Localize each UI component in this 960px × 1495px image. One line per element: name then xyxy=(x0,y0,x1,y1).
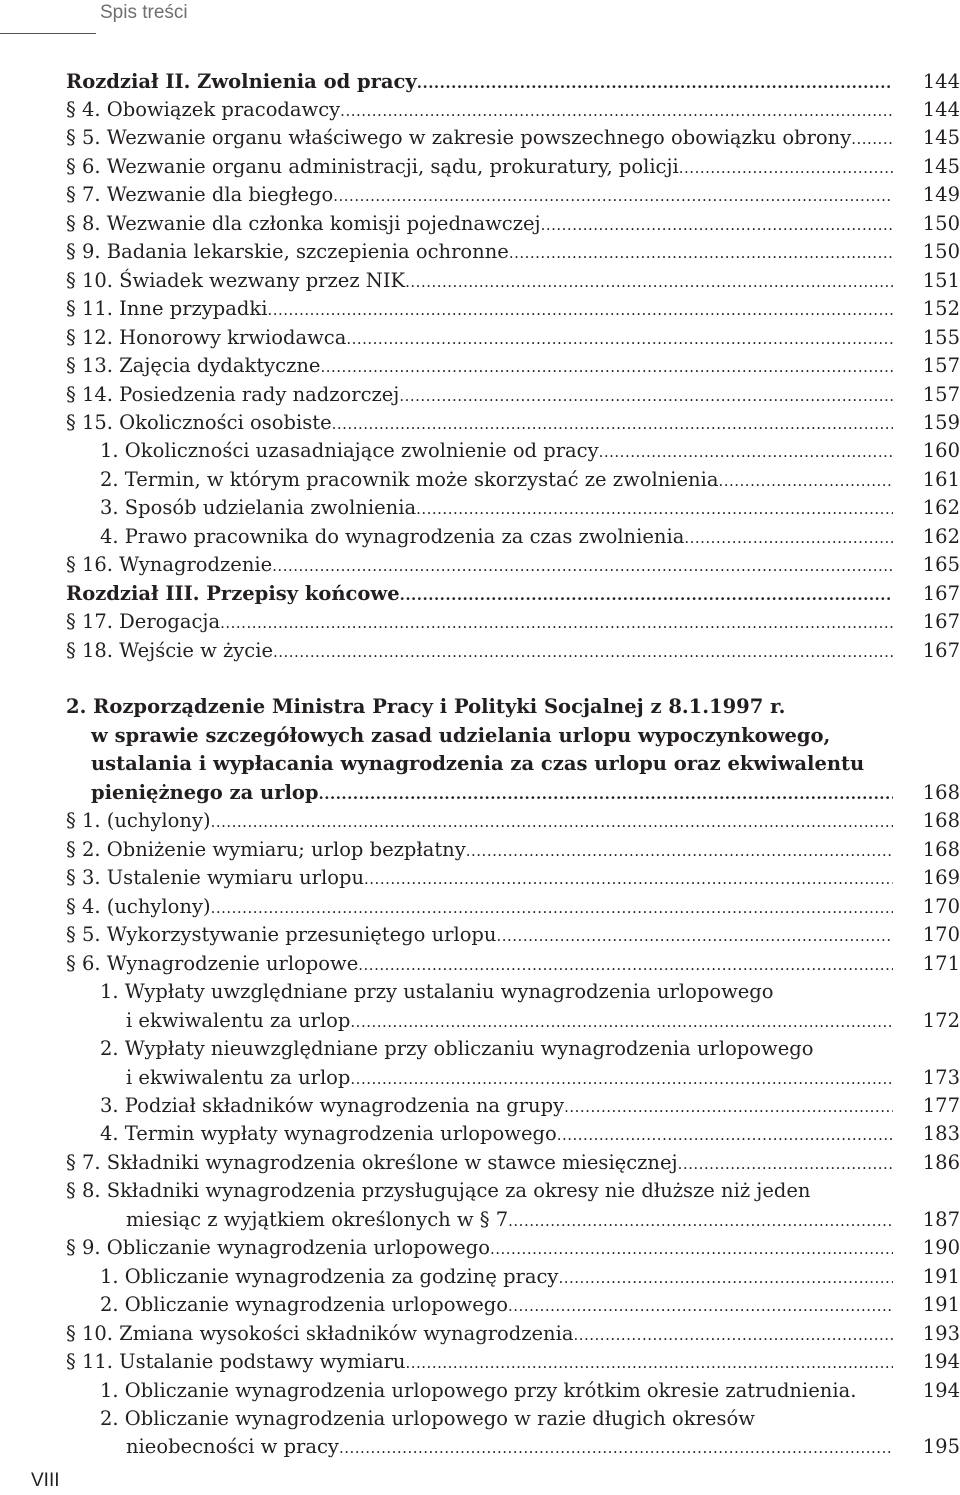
dot-leader xyxy=(558,1263,893,1291)
toc-entry-title: § 6. Wezwanie organu administracji, sądu, prokuratury, policji xyxy=(66,155,679,178)
dot-leader xyxy=(599,437,893,465)
toc-entry xyxy=(91,722,893,750)
toc-entry-title: § 5. Wykorzystywanie przesuniętego urlopu xyxy=(66,923,497,946)
toc-entry-title: § 10. Świadek wezwany przez NIK xyxy=(66,269,406,292)
dot-leader xyxy=(340,96,893,124)
toc-entry xyxy=(126,1007,893,1035)
toc-entry xyxy=(100,494,893,522)
toc-entry-page: 162 xyxy=(922,525,960,548)
toc-entry xyxy=(66,807,893,835)
toc-entry-title: § 7. Wezwanie dla biegłego xyxy=(66,183,334,206)
dot-leader xyxy=(496,921,893,949)
toc-entry-page: 172 xyxy=(922,1009,960,1032)
toc-entry-title: 1. Obliczanie wynagrodzenia za godzinę pracy xyxy=(100,1265,559,1288)
toc-entry xyxy=(66,68,893,96)
dot-leader xyxy=(508,1206,893,1234)
toc-entry-page: 168 xyxy=(922,781,960,804)
toc-entry xyxy=(100,1405,893,1433)
toc-entry-page: 170 xyxy=(922,895,960,918)
dot-leader xyxy=(399,381,893,409)
toc-entry-title: 3. Sposób udzielania zwolnienia xyxy=(100,496,417,519)
dot-leader xyxy=(405,1348,893,1376)
toc-entry-page: 167 xyxy=(922,639,960,662)
dot-leader xyxy=(679,153,893,181)
dot-leader xyxy=(557,1120,893,1148)
toc-entry-page: 187 xyxy=(922,1208,960,1231)
toc-entry-title: § 17. Derogacja xyxy=(66,610,221,633)
dot-leader xyxy=(508,1291,893,1319)
toc-entry-page: 168 xyxy=(922,809,960,832)
toc-entry xyxy=(66,96,893,124)
toc-entry-title: 1. Obliczanie wynagrodzenia urlopowego przy krótkim okresie zatrudnienia. xyxy=(100,1379,857,1402)
dot-leader xyxy=(851,124,893,152)
toc-entry-page: 167 xyxy=(922,610,960,633)
toc-entry xyxy=(66,1177,893,1205)
toc-entry xyxy=(100,1377,893,1405)
toc-entry-page: 193 xyxy=(922,1322,960,1345)
toc-entry xyxy=(66,921,893,949)
dot-leader xyxy=(272,551,893,579)
toc-entry-title: i ekwiwalentu za urlop xyxy=(126,1066,351,1089)
toc-entry-title: 4. Termin wypłaty wynagrodzenia urlopowego xyxy=(100,1122,557,1145)
toc-entry-page: 191 xyxy=(922,1293,960,1316)
toc-entry-page: 167 xyxy=(922,582,960,605)
dot-leader xyxy=(332,409,893,437)
toc-entry xyxy=(91,750,893,778)
toc-entry xyxy=(66,409,893,437)
toc-entry xyxy=(66,836,893,864)
dot-leader xyxy=(417,68,893,96)
toc-entry xyxy=(126,1064,893,1092)
dot-leader xyxy=(350,1007,893,1035)
dot-leader xyxy=(220,608,893,636)
toc-entry-title: § 2. Obniżenie wymiaru; urlop bezpłatny xyxy=(66,838,466,861)
toc-entry xyxy=(66,551,893,579)
toc-entry-title: 2. Obliczanie wynagrodzenia urlopowego w razie długich okresów xyxy=(100,1407,755,1430)
toc-entry-page: 157 xyxy=(922,383,960,406)
toc-entry xyxy=(66,637,893,665)
toc-entry-title: 1. Wypłaty uwzględniane przy ustalaniu wynagrodzenia urlopowego xyxy=(100,980,774,1003)
toc-entry xyxy=(66,1234,893,1262)
dot-leader xyxy=(400,580,893,608)
toc-entry-page: 144 xyxy=(922,70,960,93)
toc-entry-page: 161 xyxy=(922,468,960,491)
toc-entry xyxy=(66,580,893,608)
dot-leader xyxy=(350,1064,893,1092)
toc-entry-title: 2. Wypłaty nieuwzględniane przy obliczaniu wynagrodzenia urlopowego xyxy=(100,1037,814,1060)
toc-entry-title: 1. Okoliczności uzasadniające zwolnienie od pracy xyxy=(100,439,599,462)
toc-entry xyxy=(66,267,893,295)
dot-leader xyxy=(416,494,893,522)
toc-entry xyxy=(66,893,893,921)
toc-entry xyxy=(100,978,893,1006)
toc-entry-page: 173 xyxy=(922,1066,960,1089)
dot-leader xyxy=(678,1149,893,1177)
toc-entry xyxy=(66,124,893,152)
toc-entry-page: 186 xyxy=(922,1151,960,1174)
dot-leader xyxy=(320,352,893,380)
toc-entry-page: 155 xyxy=(922,326,960,349)
toc-entry-page: 157 xyxy=(922,354,960,377)
dot-leader xyxy=(267,295,893,323)
toc-entry-page: 149 xyxy=(922,183,960,206)
toc-entry-page: 194 xyxy=(922,1350,960,1373)
toc-entry-title: 2. Termin, w którym pracownik może skorzystać ze zwolnienia xyxy=(100,468,719,491)
toc-entry-page: 194 xyxy=(922,1379,960,1402)
dot-leader xyxy=(339,1433,893,1461)
toc-entry xyxy=(66,381,893,409)
dot-leader xyxy=(358,950,893,978)
toc-entry-title: w sprawie szczegółowych zasad udzielania urlopu wypoczynkowego, xyxy=(91,724,831,747)
toc-entry-page: 145 xyxy=(922,126,960,149)
dot-leader xyxy=(211,893,893,921)
dot-leader xyxy=(466,836,893,864)
toc-entry xyxy=(100,1263,893,1291)
toc-entry-title: § 16. Wynagrodzenie xyxy=(66,553,273,576)
dot-leader xyxy=(564,1092,893,1120)
dot-leader xyxy=(346,324,893,352)
toc-entry-page: 170 xyxy=(922,923,960,946)
dot-leader xyxy=(333,181,893,209)
toc-entry xyxy=(126,1433,893,1461)
dot-leader xyxy=(490,1234,893,1262)
toc-entry-page: 177 xyxy=(922,1094,960,1117)
toc-entry-page: 150 xyxy=(922,240,960,263)
toc-entry-title: 2. Obliczanie wynagrodzenia urlopowego xyxy=(100,1293,508,1316)
toc-entry xyxy=(100,523,893,551)
toc-entry xyxy=(91,779,893,807)
dot-leader xyxy=(573,1320,893,1348)
toc-entry xyxy=(66,1320,893,1348)
toc-entry-page: 144 xyxy=(922,98,960,121)
toc-entry-title: Rozdział III. Przepisy końcowe xyxy=(66,582,400,605)
toc-entry xyxy=(66,352,893,380)
toc-entry-page: 168 xyxy=(922,838,960,861)
toc-entry xyxy=(66,950,893,978)
toc-entry-title: § 11. Inne przypadki xyxy=(66,297,268,320)
toc-entry-page: 145 xyxy=(922,155,960,178)
toc-entry xyxy=(66,608,893,636)
toc-entry xyxy=(100,466,893,494)
toc-entry xyxy=(66,864,893,892)
toc-entry-page: 165 xyxy=(922,553,960,576)
toc-entry-title: 3. Podział składników wynagrodzenia na grupy xyxy=(100,1094,565,1117)
toc-entry-title: nieobecności w pracy xyxy=(126,1435,339,1458)
toc-entry-title: § 5. Wezwanie organu właściwego w zakresie powszechnego obowiązku obrony xyxy=(66,126,852,149)
page-header-title: Spis treści xyxy=(100,2,188,23)
page-number-folio: VIII xyxy=(31,1470,60,1491)
toc-entry-title: § 15. Okoliczności osobiste xyxy=(66,411,332,434)
toc-entry xyxy=(126,1206,893,1234)
toc-entry-title: § 1. (uchylony) xyxy=(66,809,211,832)
toc-entry-title: § 3. Ustalenie wymiaru urlopu xyxy=(66,866,365,889)
toc-entry-title: § 9. Badania lekarskie, szczepienia ochronne xyxy=(66,240,509,263)
toc-entry-title: § 8. Wezwanie dla członka komisji pojednawczej xyxy=(66,212,541,235)
toc-entry xyxy=(66,153,893,181)
toc-entry xyxy=(66,324,893,352)
toc-entry-title: pieniężnego za urlop xyxy=(91,781,319,804)
toc-entry-page: 159 xyxy=(922,411,960,434)
toc-entry xyxy=(66,210,893,238)
toc-entry-title: 4. Prawo pracownika do wynagrodzenia za czas zwolnienia xyxy=(100,525,685,548)
dot-leader xyxy=(509,238,893,266)
toc-entry-page: 191 xyxy=(922,1265,960,1288)
toc-entry-page: 150 xyxy=(922,212,960,235)
dot-leader xyxy=(273,637,893,665)
dot-leader xyxy=(405,267,893,295)
dot-leader xyxy=(364,864,893,892)
toc-entry xyxy=(66,1149,893,1177)
dot-leader xyxy=(319,779,893,807)
toc-entry xyxy=(100,1092,893,1120)
header-rule xyxy=(0,33,96,34)
toc-entry-page: 152 xyxy=(922,297,960,320)
toc-entry xyxy=(66,181,893,209)
toc-entry xyxy=(66,295,893,323)
dot-leader xyxy=(684,523,893,551)
toc-entry-page: 171 xyxy=(922,952,960,975)
toc-entry-page: 160 xyxy=(922,439,960,462)
dot-leader xyxy=(211,807,893,835)
toc-entry xyxy=(66,238,893,266)
toc-entry xyxy=(100,437,893,465)
toc-entry-title: § 10. Zmiana wysokości składników wynagrodzenia xyxy=(66,1322,574,1345)
toc-entry-page: 162 xyxy=(922,496,960,519)
dot-leader xyxy=(718,466,893,494)
toc-entry-title: § 11. Ustalanie podstawy wymiaru xyxy=(66,1350,406,1373)
toc-entry-title: 2. Rozporządzenie Ministra Pracy i Polityki Socjalnej z 8.1.1997 r. xyxy=(66,695,786,718)
toc-entry-title: § 18. Wejście w życie xyxy=(66,639,273,662)
toc-entry-page: 151 xyxy=(922,269,960,292)
toc-entry xyxy=(100,1035,893,1063)
toc-entry-page: 195 xyxy=(922,1435,960,1458)
toc-entry-title: § 6. Wynagrodzenie urlopowe xyxy=(66,952,359,975)
toc-entry xyxy=(100,1291,893,1319)
toc-entry xyxy=(100,1120,893,1148)
toc-entry-title: § 7. Składniki wynagrodzenia określone w stawce miesięcznej xyxy=(66,1151,678,1174)
toc-entry-title: Rozdział II. Zwolnienia od pracy xyxy=(66,70,417,93)
toc-entry-title: § 4. (uchylony) xyxy=(66,895,211,918)
dot-leader xyxy=(541,210,893,238)
toc-entry-page: 190 xyxy=(922,1236,960,1259)
toc-entry-title: § 12. Honorowy krwiodawca xyxy=(66,326,347,349)
toc-entry-title: miesiąc z wyjątkiem określonych w § 7 xyxy=(126,1208,509,1231)
toc-entry xyxy=(66,1348,893,1376)
toc-entry-title: ustalania i wypłacania wynagrodzenia za czas urlopu oraz ekwiwalentu xyxy=(91,752,865,775)
toc-entry-title: i ekwiwalentu za urlop xyxy=(126,1009,351,1032)
toc-entry xyxy=(66,693,893,721)
toc-entry-title: § 9. Obliczanie wynagrodzenia urlopowego xyxy=(66,1236,490,1259)
toc-entry-title: § 14. Posiedzenia rady nadzorczej xyxy=(66,383,400,406)
toc-entry-title: § 8. Składniki wynagrodzenia przysługujące za okresy nie dłuższe niż jeden xyxy=(66,1179,811,1202)
toc-entry-page: 169 xyxy=(922,866,960,889)
toc-entry-title: § 4. Obowiązek pracodawcy xyxy=(66,98,341,121)
toc-entry-page: 183 xyxy=(922,1122,960,1145)
toc-entry-title: § 13. Zajęcia dydaktyczne xyxy=(66,354,321,377)
